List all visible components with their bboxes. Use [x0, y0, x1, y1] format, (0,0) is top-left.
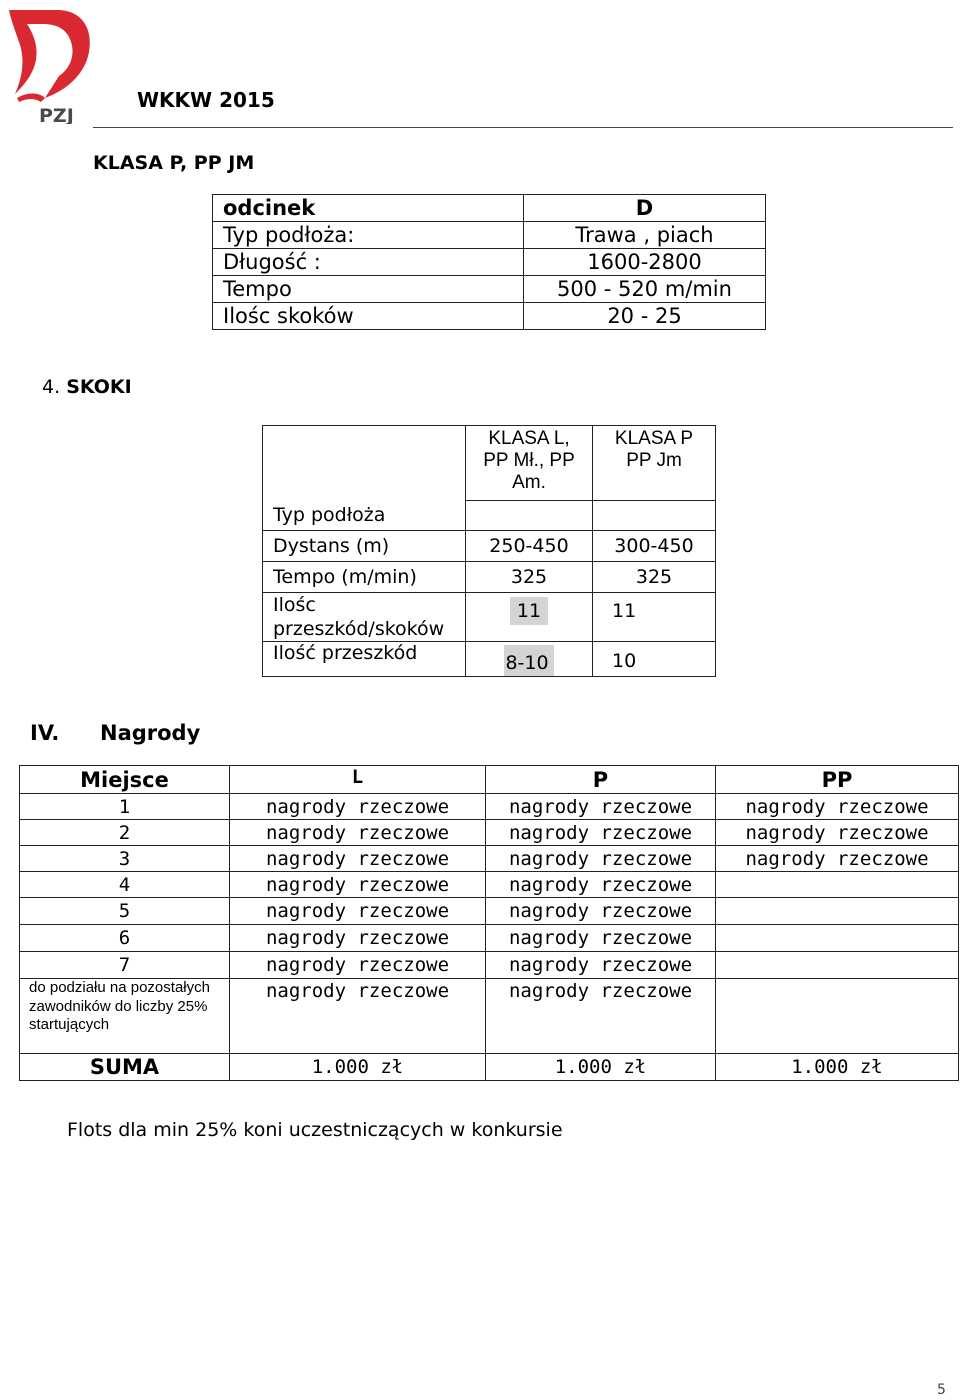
prize-cell: nagrody rzeczowe — [486, 979, 716, 1054]
jumps-heading — [42, 376, 132, 398]
cell-value — [466, 500, 593, 530]
pzj-logo-icon — [5, 2, 95, 124]
prize-cell: nagrody rzeczowe — [486, 898, 716, 925]
column-header-line: PP Mł., PP — [483, 450, 575, 471]
sum-label: SUMA — [20, 1054, 230, 1081]
place-cell: 2 — [20, 820, 230, 846]
prize-cell — [716, 898, 959, 925]
table-row — [20, 794, 959, 820]
prize-cell: nagrody rzeczowe — [230, 925, 486, 952]
prize-cell: nagrody rzeczowe — [716, 794, 959, 820]
row-label: Długość : — [213, 249, 524, 276]
table-row — [263, 531, 716, 562]
table-row — [20, 820, 959, 846]
cell-value — [466, 593, 593, 642]
section-table — [212, 194, 766, 330]
prize-cell: nagrody rzeczowe — [230, 952, 486, 979]
column-header-line: KLASA P — [614, 428, 694, 449]
section-header-label: odcinek — [213, 195, 524, 222]
column-header-p: P — [486, 766, 716, 794]
row-label: Ilość przeszkód — [263, 642, 466, 677]
prize-cell: nagrody rzeczowe — [486, 872, 716, 898]
row-label: Typ podłoża: — [213, 222, 524, 249]
document-title: WKKW 2015 — [137, 88, 275, 112]
cell-value: 250-450 — [466, 531, 593, 562]
row-label: Tempo — [213, 276, 524, 303]
sum-row — [20, 1054, 959, 1081]
table-row — [20, 979, 959, 1054]
row-value: 500 - 520 m/min — [524, 276, 766, 303]
table-row — [20, 925, 959, 952]
column-header-class-l — [466, 426, 593, 501]
row-label: Tempo (m/min) — [263, 562, 466, 593]
prize-cell — [716, 952, 959, 979]
column-header-l: L — [230, 766, 486, 794]
prize-cell: nagrody rzeczowe — [486, 925, 716, 952]
table-row — [213, 276, 766, 303]
table-row — [213, 303, 766, 330]
prize-cell: nagrody rzeczowe — [716, 820, 959, 846]
table-row — [213, 195, 766, 222]
highlighted-value: 11 — [510, 597, 548, 625]
place-cell: 6 — [20, 925, 230, 952]
prize-cell: nagrody rzeczowe — [486, 846, 716, 872]
cell-value: 10 — [593, 642, 716, 677]
prizes-heading-number: IV. — [30, 721, 60, 745]
table-header-row — [263, 426, 716, 501]
row-value: 1600-2800 — [524, 249, 766, 276]
page-number: 5 — [937, 1382, 946, 1398]
jumps-heading-title: SKOKI — [66, 376, 132, 398]
prize-cell — [716, 925, 959, 952]
row-label: Ilośc skoków — [213, 303, 524, 330]
table-row — [213, 222, 766, 249]
place-cell: 5 — [20, 898, 230, 925]
table-row — [20, 846, 959, 872]
cell-value: 11 — [593, 593, 716, 642]
row-label: Typ podłoża — [263, 426, 466, 531]
class-heading: KLASA P, PP JM — [93, 152, 255, 174]
table-header-row — [20, 766, 959, 794]
prize-cell: nagrody rzeczowe — [486, 820, 716, 846]
table-row — [20, 898, 959, 925]
footer-note: Flots dla min 25% koni uczestniczących w konkursie — [67, 1119, 563, 1141]
header-divider — [93, 127, 953, 128]
row-value: 20 - 25 — [524, 303, 766, 330]
prize-cell: nagrody rzeczowe — [486, 952, 716, 979]
place-cell: 7 — [20, 952, 230, 979]
sum-cell: 1.000 zł — [716, 1054, 959, 1081]
prizes-heading-title: Nagrody — [100, 721, 201, 745]
column-header-place: Miejsce — [20, 766, 230, 794]
table-row — [263, 593, 716, 642]
prize-cell: nagrody rzeczowe — [230, 846, 486, 872]
row-label: Ilośc przeszkód/skoków — [263, 593, 466, 642]
prize-cell — [716, 872, 959, 898]
place-cell: 1 — [20, 794, 230, 820]
column-header-line: KLASA L, — [488, 428, 570, 449]
row-label: Dystans (m) — [263, 531, 466, 562]
cell-value: 325 — [466, 562, 593, 593]
prize-cell — [716, 979, 959, 1054]
column-header-line: PP Jm — [626, 450, 682, 471]
sum-cell: 1.000 zł — [230, 1054, 486, 1081]
prize-cell: nagrody rzeczowe — [230, 872, 486, 898]
prize-cell: nagrody rzeczowe — [230, 820, 486, 846]
cell-value: 300-450 — [593, 531, 716, 562]
prizes-table — [19, 765, 959, 1081]
svg-text:PZJ: PZJ — [39, 105, 74, 124]
table-row — [20, 952, 959, 979]
table-row — [263, 642, 716, 677]
section-header-value: D — [524, 195, 766, 222]
prize-cell: nagrody rzeczowe — [486, 794, 716, 820]
row-value: Trawa , piach — [524, 222, 766, 249]
table-row — [213, 249, 766, 276]
prize-cell: nagrody rzeczowe — [230, 979, 486, 1054]
table-row — [20, 872, 959, 898]
prize-cell: nagrody rzeczowe — [230, 898, 486, 925]
place-cell: 3 — [20, 846, 230, 872]
column-header-line: Am. — [512, 472, 546, 493]
table-row — [263, 562, 716, 593]
column-header-class-p — [593, 426, 716, 501]
sum-cell: 1.000 zł — [486, 1054, 716, 1081]
place-cell-remaining: do podziału na pozostałych zawodników do liczby 25% startujących — [20, 979, 230, 1054]
prizes-heading — [30, 721, 200, 745]
prize-cell: nagrody rzeczowe — [716, 846, 959, 872]
cell-value: 325 — [593, 562, 716, 593]
place-cell: 4 — [20, 872, 230, 898]
prize-cell: nagrody rzeczowe — [230, 794, 486, 820]
column-header-pp: PP — [716, 766, 959, 794]
cell-value — [593, 500, 716, 530]
jumps-table — [262, 425, 716, 677]
cell-value — [466, 642, 593, 677]
highlighted-value: 8-10 — [504, 645, 553, 676]
jumps-heading-number: 4. — [42, 376, 61, 398]
